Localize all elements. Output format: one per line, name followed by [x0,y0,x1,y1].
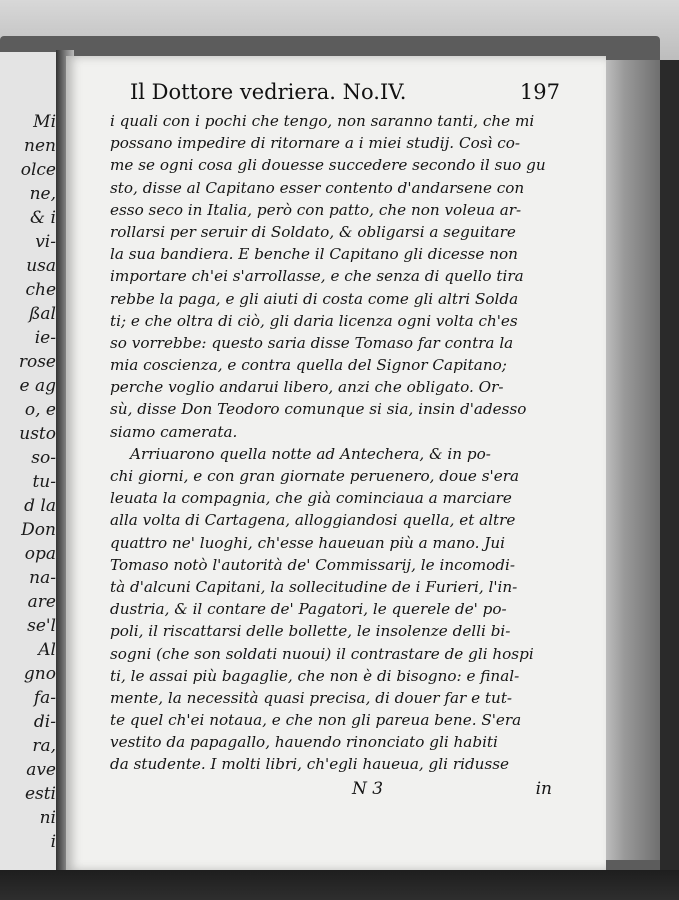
previous-page-fragment: di- [33,712,56,732]
page-header [130,80,560,110]
text-line: chi giorni, e con gran giornate peruenero, doue s'era [110,467,520,485]
bottom-shadow [0,870,679,900]
previous-page-fragment: ra, [32,736,56,756]
text-line: so vorrebbe: questo saria disse Tomaso far contra la [110,333,514,352]
page-number: 197 [519,80,560,104]
previous-page-fragment: & i [30,208,56,228]
previous-page-fragment: o, e [24,400,56,420]
running-head: Il Dottore vedriera. No.IV. [130,80,407,104]
previous-page-fragment: Al [38,640,56,660]
text-line: sù, disse Don Teodoro comunque si sia, insin d'adesso [110,400,527,419]
previous-page-fragment: olce [20,160,56,180]
text-line: vestito da papagallo, hauendo rinonciato gli habiti [110,733,498,752]
previous-page-fragment: ßal [29,304,56,324]
text-line: rollarsi per seruir di Soldato, & obligarsi a seguitare [110,222,516,241]
previous-page-fragment: i [50,832,56,852]
text-line: siamo camerata. [110,422,238,441]
text-line: mente, la necessità quasi precisa, di douer far e tut- [110,688,513,707]
catchword: in [535,779,552,799]
previous-page-fragment: so- [31,448,56,468]
previous-page-fragment: e ag [19,376,56,396]
text-line: da studente. I molti libri, ch'egli haueua, gli ridusse [110,755,510,774]
previous-page-fragment: d la [24,496,56,516]
text-line: Tomaso notò l'autorità de' Commissarij, le incomodi- [110,555,516,574]
previous-page-fragment: ave [26,760,56,780]
previous-page-fragment: are [27,592,56,612]
text-line: me se ogni cosa gli douesse succedere secondo il suo gu [110,156,546,175]
body-text [110,110,560,776]
previous-page-fragment: se'l [27,616,56,636]
text-line: te quel ch'ei notaua, e che non gli pareua bene. S'era [110,711,522,730]
previous-page-fragment: rose [18,352,56,372]
previous-page-fragment: ie- [34,328,56,348]
text-line: alla volta di Cartagena, alloggiandosi quella, et altre [110,511,516,530]
previous-page-fragment: esti [24,784,56,804]
previous-page-fragment: ne, [29,184,56,204]
signature-mark: N 3 [352,779,384,799]
previous-page-fragment: nen [24,136,56,156]
book-page [66,56,606,871]
previous-page-fragment: ni [39,808,56,828]
text-line: esso seco in Italia, però con patto, che non voleua ar- [110,200,522,219]
text-line: ti; e che oltra di ciò, gli daria licenza ogni volta ch'es [110,311,518,330]
text-line: la sua bandiera. E benche il Capitano gli dicesse non [110,245,518,264]
previous-page-fragment: usa [26,256,56,276]
text-line: ti, le assai più bagaglie, che non è di bisogno: e final- [110,666,520,685]
text-line: poli, il riscattarsi delle bollette, le insolenze delli bi- [110,622,511,641]
previous-page-fragment: na- [29,568,56,588]
page-edges [600,60,660,860]
previous-page-fragment: tu- [32,472,56,492]
text-line: possano impedire di ritornare a i miei studij. Così co- [110,134,520,153]
text-line: perche voglio andarui libero, anzi che obligato. Or- [110,378,504,397]
text-line: rebbe la paga, e gli aiuti di costa come gli altri Solda [110,289,519,308]
previous-page-fragment: Don [21,520,56,540]
text-line: sto, disse al Capitano esser contento d'andarsene con [110,178,525,197]
text-line: importare ch'ei s'arrollasse, e che senza di quello tira [110,267,524,286]
text-line: tà d'alcuni Capitani, la sollecitudine de i Furieri, l'in- [110,577,518,596]
previous-page-fragment: gno [23,664,56,684]
previous-page-fragment: usto [19,424,56,444]
previous-page-margin [0,52,60,872]
page-footer [110,779,560,803]
text-line: i quali con i pochi che tengo, non saranno tanti, che mi [110,112,535,130]
previous-page-fragment: che [25,280,56,300]
previous-page-fragment: vi- [35,232,56,252]
text-line: leuata la compagnia, che già cominciaua a marciare [110,489,512,508]
text-line: dustria, & il contare de' Pagatori, le querele de' po- [110,600,507,619]
text-line: Arriuarono quella notte ad Antechera, & in po- [130,444,491,463]
previous-page-fragment: Mi [33,112,56,132]
text-line: mia coscienza, e contra quella del Signor Capitano; [110,356,507,375]
previous-page-fragment: fa- [33,688,56,708]
text-line: quattro ne' luoghi, ch'esse haueuan più a mano. Jui [110,533,506,552]
previous-page-fragment: opa [24,544,56,564]
text-line: sogni (che son soldati nuoui) il contrastare de gli hospi [110,644,534,663]
